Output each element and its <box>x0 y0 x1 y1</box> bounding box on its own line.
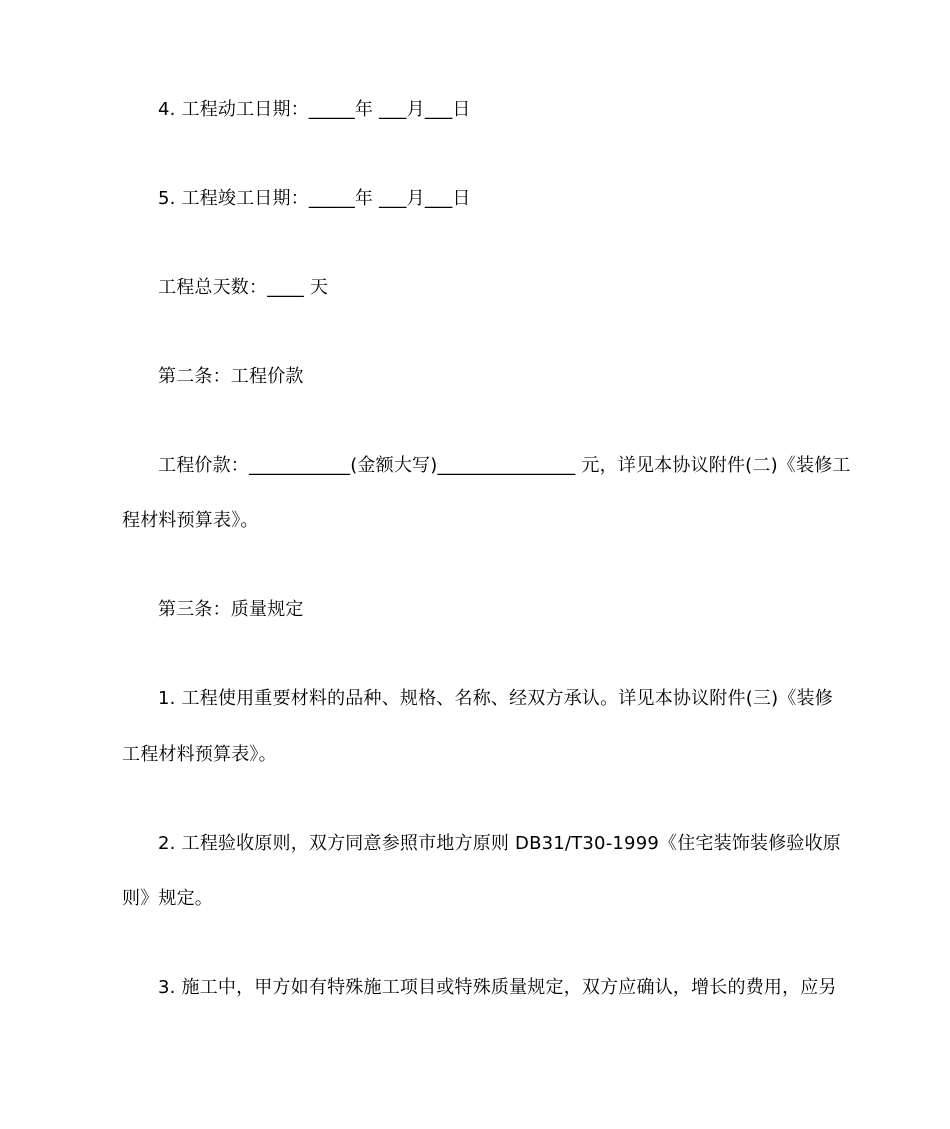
article-3-heading: 第三条：质量规定 <box>158 599 304 620</box>
quality-item-1-line-1: 1. 工程使用重要材料的品种、规格、名称、经双方承认。详见本协议附件(三)《装修 <box>158 688 833 709</box>
quality-item-2-line-1: 2. 工程验收原则，双方同意参照市地方原则 DB31/T30-1999《住宅装饰装修验收原 <box>158 833 841 854</box>
quality-item-2-line-2: 则》规定。 <box>122 888 213 909</box>
article-2-heading: 第二条：工程价款 <box>158 366 304 387</box>
quality-item-1-line-2: 工程材料预算表》。 <box>122 744 277 765</box>
price-paragraph-line-1: 工程价款：___________(金额大写)_______________ 元，详见本协议附件(二)《装修工 <box>158 455 851 476</box>
price-paragraph-line-2: 程材料预算表》。 <box>122 510 259 531</box>
quality-item-3-line-1: 3. 施工中，甲方如有特殊施工项目或特殊质量规定，双方应确认，增长的费用，应另 <box>158 977 837 998</box>
start-date-line: 4. 工程动工日期：_____年 ___月___日 <box>158 99 471 120</box>
completion-date-line: 5. 工程竣工日期：_____年 ___月___日 <box>158 188 471 209</box>
total-days-line: 工程总天数：____ 天 <box>158 277 329 298</box>
